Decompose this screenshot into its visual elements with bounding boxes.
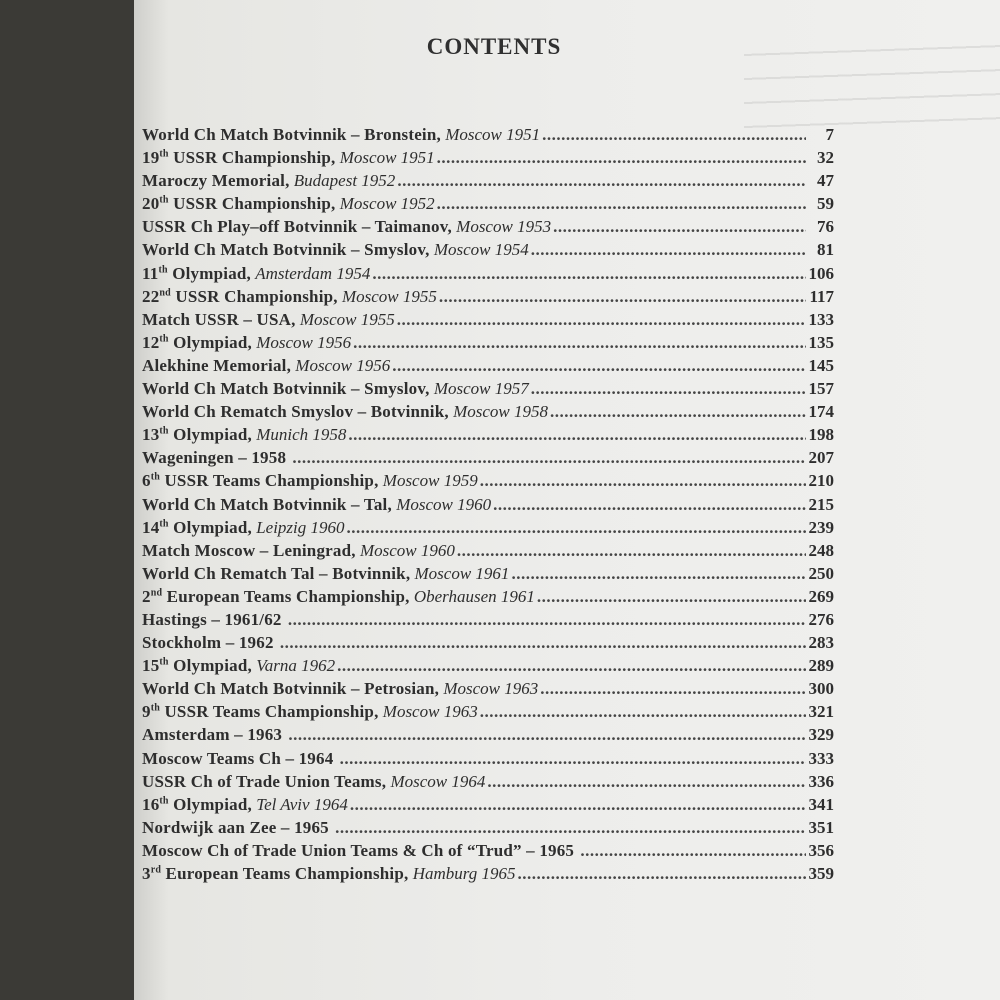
- dot-leader: [531, 240, 806, 260]
- entry-place: Moscow 1961: [414, 563, 510, 583]
- entry-title-text: 16: [142, 794, 160, 814]
- toc-entry: [142, 795, 834, 818]
- toc-entry: [142, 656, 834, 679]
- entry-title-text: World Ch Match Botvinnik – Smyslov,: [142, 379, 430, 399]
- page-number: 300: [808, 679, 834, 699]
- ordinal-suffix: nd: [159, 287, 171, 298]
- page-number: 351: [808, 817, 834, 837]
- page-number: 321: [808, 702, 834, 722]
- entry-place: Moscow 1960: [359, 540, 455, 560]
- dot-leader: [437, 194, 806, 214]
- dot-leader: [457, 541, 806, 561]
- page-number: 117: [809, 286, 834, 306]
- entry-title: [142, 217, 452, 237]
- entry-title-rest: USSR Championship,: [170, 286, 338, 306]
- entry-title-text: Moscow Ch of Trade Union Teams & Ch of “Trud” – 1965: [142, 840, 575, 860]
- page-number: 239: [808, 517, 834, 537]
- toc-entry: [142, 310, 834, 333]
- entry-title-text: Maroczy Memorial,: [142, 171, 290, 191]
- dot-leader: [337, 656, 806, 676]
- ordinal-suffix: th: [159, 148, 169, 160]
- table-of-contents: [142, 125, 834, 887]
- page-number: 359: [808, 864, 834, 883]
- entry-title: [142, 287, 338, 307]
- entry-title-text: Hastings – 1961/62: [142, 609, 282, 629]
- toc-entry: [142, 287, 834, 310]
- toc-entry: [142, 194, 834, 217]
- entry-title: [142, 818, 329, 838]
- entry-place: Moscow 1952: [339, 194, 435, 214]
- toc-entry: [142, 171, 834, 194]
- entry-title: [142, 148, 336, 168]
- dot-leader: [553, 217, 806, 237]
- dot-leader: [537, 587, 806, 607]
- page-number: 250: [808, 563, 834, 583]
- entry-title-text: World Ch Match Botvinnik – Tal,: [142, 494, 392, 514]
- entry-title-text: 12: [142, 332, 160, 352]
- page-number: 81: [817, 240, 834, 260]
- page-number: 135: [808, 332, 834, 352]
- entry-title: [142, 702, 379, 722]
- entry-title: [142, 841, 574, 861]
- entry-place: Moscow 1963: [443, 679, 539, 699]
- dot-leader: [392, 356, 806, 376]
- entry-place: Munich 1958: [256, 425, 347, 445]
- entry-title: [142, 125, 441, 145]
- entry-title-rest: Olympiad,: [168, 656, 252, 676]
- entry-title-text: World Ch Match Botvinnik – Bronstein,: [142, 125, 441, 144]
- entry-title: [142, 356, 291, 376]
- entry-place: Moscow 1953: [456, 217, 552, 237]
- dot-leader: [518, 864, 806, 884]
- page-number: 336: [808, 771, 834, 791]
- entry-title: [142, 679, 439, 699]
- dot-leader: [580, 841, 806, 861]
- toc-entry: [142, 587, 834, 610]
- toc-entry: [142, 217, 834, 240]
- page-number: 210: [808, 471, 834, 491]
- page-number: 76: [817, 217, 834, 237]
- toc-entry: [142, 864, 834, 887]
- entry-title: [142, 541, 356, 561]
- entry-place: Moscow 1951: [445, 125, 541, 144]
- page-number: 133: [808, 309, 834, 329]
- toc-entry: [142, 264, 834, 287]
- dot-leader: [292, 448, 806, 468]
- entry-title-text: Match USSR – USA,: [142, 309, 296, 329]
- entry-place: Moscow 1951: [339, 148, 435, 168]
- toc-entry: [142, 448, 834, 471]
- entry-title-rest: Olympiad,: [168, 425, 252, 445]
- ordinal-suffix: th: [159, 333, 169, 345]
- entry-title: [142, 864, 408, 884]
- dot-leader: [288, 725, 806, 745]
- toc-entry: [142, 541, 834, 564]
- contents-title: [0, 34, 1000, 60]
- entry-place: Budapest 1952: [293, 171, 396, 191]
- toc-entry: [142, 841, 834, 864]
- toc-entry: [142, 679, 834, 702]
- entry-title-text: 19: [142, 148, 160, 168]
- toc-entry: [142, 148, 834, 171]
- entry-title-text: Amsterdam – 1963: [142, 725, 283, 745]
- toc-entry: [142, 564, 834, 587]
- dot-leader: [511, 564, 806, 584]
- entry-place: Moscow 1959: [382, 471, 478, 491]
- page-number: 145: [808, 355, 834, 375]
- dot-leader: [335, 818, 806, 838]
- entry-place: Moscow 1954: [433, 240, 529, 260]
- entry-title-text: Nordwijk aan Zee – 1965: [142, 817, 329, 837]
- ordinal-suffix: th: [150, 702, 160, 714]
- entry-title-text: World Ch Match Botvinnik – Petrosian,: [142, 679, 440, 699]
- entry-place: Moscow 1960: [396, 494, 492, 514]
- entry-title-text: Match Moscow – Leningrad,: [142, 540, 356, 560]
- page-number: 106: [808, 263, 834, 283]
- page-number: 283: [808, 633, 834, 653]
- toc-entry: [142, 356, 834, 379]
- toc-entry: [142, 818, 834, 841]
- page-number: 289: [808, 656, 834, 676]
- entry-place: Moscow 1956: [295, 355, 391, 375]
- entry-title-text: USSR Ch of Trade Union Teams,: [142, 771, 387, 791]
- dot-leader: [531, 379, 806, 399]
- entry-title-text: 11: [142, 263, 159, 283]
- entry-title: [142, 194, 336, 214]
- entry-title-text: 2: [142, 586, 151, 606]
- page-number: 215: [808, 494, 834, 514]
- entry-title-text: Alekhine Memorial,: [142, 355, 292, 375]
- entry-title: [142, 471, 379, 491]
- entry-title: [142, 171, 290, 191]
- toc-entry: [142, 610, 834, 633]
- toc-entry: [142, 749, 834, 772]
- dot-leader: [487, 772, 806, 792]
- dot-leader: [350, 795, 806, 815]
- dot-leader: [540, 679, 806, 699]
- entry-title: [142, 518, 252, 538]
- entry-title: [142, 448, 286, 468]
- ordinal-suffix: th: [159, 425, 169, 437]
- entry-title: [142, 749, 333, 769]
- dot-leader: [439, 287, 806, 307]
- entry-title-text: Stockholm – 1962: [142, 633, 274, 653]
- toc-entry: [142, 518, 834, 541]
- toc-entry: [142, 471, 834, 494]
- entry-title-rest: Olympiad,: [168, 332, 252, 352]
- page-number: 248: [808, 540, 834, 560]
- ordinal-suffix: th: [159, 795, 169, 807]
- page-number: 333: [808, 748, 834, 768]
- page-number: 7: [825, 125, 834, 144]
- dot-leader: [480, 471, 806, 491]
- entry-title-rest: USSR Championship,: [168, 148, 336, 168]
- entry-title-text: 9: [142, 702, 151, 722]
- entry-title: [142, 725, 282, 745]
- dot-leader: [353, 333, 806, 353]
- entry-place: Moscow 1956: [256, 332, 352, 352]
- toc-entry: [142, 772, 834, 795]
- entry-title-rest: USSR Teams Championship,: [160, 702, 379, 722]
- dot-leader: [288, 610, 806, 630]
- page-number: 329: [808, 725, 834, 745]
- entry-place: Moscow 1963: [382, 702, 478, 722]
- toc-entry: [142, 702, 834, 725]
- ordinal-suffix: nd: [150, 587, 163, 599]
- page-number: 198: [808, 425, 834, 445]
- entry-place: Moscow 1958: [453, 402, 548, 422]
- entry-title-text: 6: [142, 471, 151, 491]
- page-number: 207: [808, 448, 834, 468]
- toc-entry: [142, 240, 834, 263]
- entry-title: [142, 633, 274, 653]
- entry-title: [142, 240, 430, 260]
- dot-leader: [340, 749, 806, 769]
- entry-title: [142, 379, 430, 399]
- toc-entry: [142, 125, 834, 148]
- dot-leader: [550, 402, 806, 422]
- toc-entry: [142, 402, 834, 425]
- ordinal-suffix: th: [150, 471, 160, 483]
- page-number: 269: [808, 586, 834, 606]
- ordinal-suffix: rd: [150, 864, 162, 876]
- toc-entry: [142, 333, 834, 356]
- entry-title-text: 3: [142, 864, 151, 883]
- entry-title-text: 22: [142, 286, 160, 306]
- page-number: 157: [808, 379, 834, 399]
- entry-title-rest: USSR Championship,: [168, 194, 336, 214]
- entry-title-text: World Ch Rematch Tal – Botvinnik,: [142, 563, 411, 583]
- entry-title-text: Wageningen – 1958: [142, 448, 287, 468]
- dot-leader: [397, 310, 806, 330]
- entry-title: [142, 310, 296, 330]
- entry-title: [142, 264, 251, 284]
- toc-entry: [142, 725, 834, 748]
- entry-place: Oberhausen 1961: [413, 586, 535, 606]
- entry-title: [142, 587, 410, 607]
- entry-place: Tel Aviv 1964: [256, 794, 348, 814]
- entry-title: [142, 795, 252, 815]
- ordinal-suffix: th: [159, 194, 169, 206]
- entry-place: Moscow 1955: [299, 309, 395, 329]
- entry-title: [142, 333, 252, 353]
- page-number: 356: [808, 840, 834, 860]
- dot-leader: [480, 702, 806, 722]
- entry-title-text: USSR Ch Play–off Botvinnik – Taimanov,: [142, 217, 452, 237]
- page-number: 32: [817, 148, 834, 168]
- entry-title-rest: Olympiad,: [167, 263, 252, 283]
- dot-leader: [437, 148, 806, 168]
- entry-place: Moscow 1957: [433, 379, 529, 399]
- ordinal-suffix: th: [159, 517, 169, 529]
- toc-entry: [142, 633, 834, 656]
- page-number: 276: [808, 609, 834, 629]
- dot-leader: [348, 425, 806, 445]
- dot-leader: [493, 495, 806, 515]
- page-number: 47: [817, 171, 834, 191]
- entry-title-rest: Olympiad,: [168, 517, 252, 537]
- entry-title: [142, 772, 386, 792]
- entry-title-rest: Olympiad,: [168, 794, 252, 814]
- ordinal-suffix: th: [158, 263, 168, 275]
- dot-leader: [542, 125, 806, 145]
- dot-leader: [372, 264, 806, 284]
- entry-place: Moscow 1955: [341, 286, 437, 306]
- dot-leader: [347, 518, 806, 538]
- entry-title: [142, 656, 252, 676]
- entry-title-text: Moscow Teams Ch – 1964: [142, 748, 334, 768]
- entry-place: Amsterdam 1954: [255, 263, 371, 283]
- dot-leader: [397, 171, 806, 191]
- entry-place: Leipzig 1960: [256, 517, 345, 537]
- entry-title-text: World Ch Match Botvinnik – Smyslov,: [142, 240, 430, 260]
- entry-title: [142, 495, 392, 515]
- entry-title-text: World Ch Rematch Smyslov – Botvinnik,: [142, 402, 449, 422]
- page-number: 59: [817, 194, 834, 214]
- toc-entry: [142, 379, 834, 402]
- entry-title-rest: European Teams Championship,: [161, 864, 409, 883]
- entry-title-text: 14: [142, 517, 160, 537]
- entry-place: Hamburg 1965: [412, 864, 516, 883]
- ordinal-suffix: th: [159, 656, 169, 668]
- contents-title-text: CONTENTS: [426, 34, 562, 59]
- toc-entry: [142, 425, 834, 448]
- entry-title-text: 15: [142, 656, 160, 676]
- entry-title: [142, 610, 282, 630]
- dot-leader: [280, 633, 806, 653]
- page-number: 341: [808, 794, 834, 814]
- entry-title: [142, 402, 449, 422]
- entry-place: Moscow 1964: [390, 771, 486, 791]
- entry-title-rest: European Teams Championship,: [162, 586, 410, 606]
- toc-entry: [142, 495, 834, 518]
- entry-title-rest: USSR Teams Championship,: [160, 471, 379, 491]
- page-number: 174: [808, 402, 834, 422]
- entry-title-text: 20: [142, 194, 160, 214]
- entry-title: [142, 425, 252, 445]
- entry-title-text: 13: [142, 425, 160, 445]
- entry-place: Varna 1962: [256, 656, 336, 676]
- entry-title: [142, 564, 410, 584]
